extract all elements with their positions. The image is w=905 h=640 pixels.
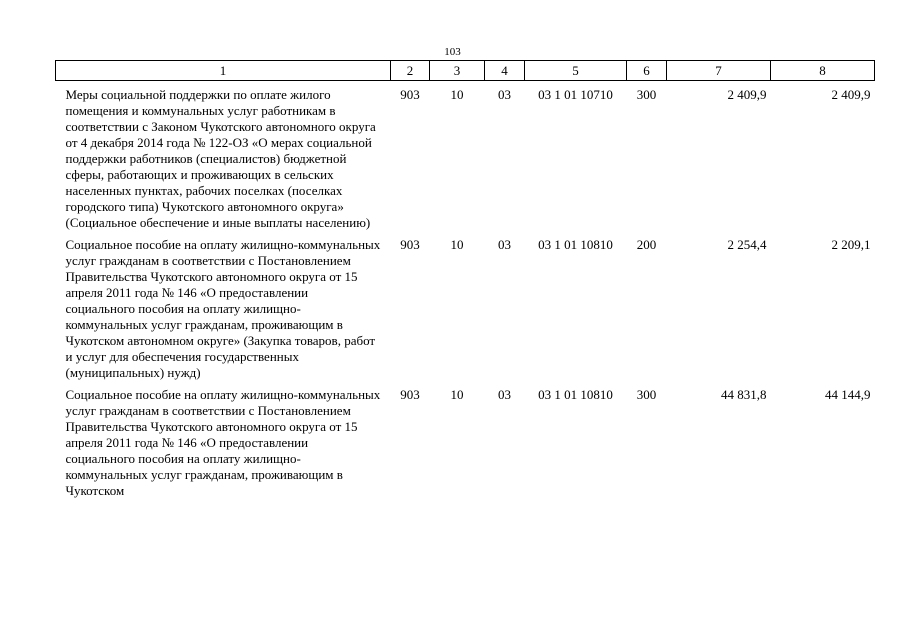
column-header-5: 5 [525, 61, 627, 81]
row-section-code: 10 [450, 87, 464, 102]
row-amount-1: 2 409,9 [727, 87, 767, 102]
table-row [56, 381, 875, 499]
column-header-2: 2 [391, 61, 430, 81]
row-ministry-code: 903 [400, 237, 420, 252]
row-amount-1: 2 254,4 [727, 237, 767, 252]
column-header-8: 8 [771, 61, 875, 81]
budget-table [55, 60, 875, 499]
row-description: Социальное пособие на оплату жилищно-коммунальных услуг гражданам в соответствии с Постановлением Правительства Чукотского автономного округа от 15 апреля 2011 года № 146 «О предоставлении социального пособия на оплату жилищно-коммунальных услуг гражданам, проживающим в Чукотском автономном округе» (Закупка товаров, работ и услуг для обеспечения государственных (муниципальных) нужд) [65, 237, 381, 380]
row-description: Социальное пособие на оплату жилищно-коммунальных услуг гражданам в соответствии с Постановлением Правительства Чукотского автономного округа от 15 апреля 2011 года № 146 «О предоставлении социального пособия на оплату жилищно-коммунальных услуг гражданам, проживающим в Чукотском [65, 387, 381, 498]
row-amount-2: 2 409,9 [831, 87, 871, 102]
row-subsection-code: 03 [498, 87, 511, 102]
row-expense-type-code: 300 [636, 87, 657, 102]
row-ministry-code: 903 [400, 87, 420, 102]
row-expense-type-code: 300 [636, 387, 657, 402]
row-amount-1: 44 831,8 [721, 387, 767, 402]
row-target-code: 03 1 01 10810 [538, 387, 613, 402]
page-number: 103 [444, 46, 461, 58]
row-expense-type-code: 200 [636, 237, 657, 252]
row-amount-2: 2 209,1 [831, 237, 871, 252]
row-target-code: 03 1 01 10810 [538, 237, 613, 252]
column-header-1: 1 [56, 61, 391, 81]
column-header-4: 4 [485, 61, 525, 81]
row-section-code: 10 [450, 387, 464, 402]
row-description: Меры социальной поддержки по оплате жилого помещения и коммунальных услуг работникам в соответствии с Законом Чукотского автономного округа от 4 декабря 2014 года № 122-ОЗ «О мерах социальной поддержки работников (специалистов) бюджетной сферы, работающих и проживающих в сельских населенных пунктах, рабочих поселках (поселках городского типа) Чукотского автономного округа» (Социальное обеспечение и иные выплаты населению) [65, 87, 376, 230]
column-header-7: 7 [667, 61, 771, 81]
row-amount-2: 44 144,9 [825, 387, 871, 402]
table-row [56, 231, 875, 381]
column-header-3: 3 [430, 61, 485, 81]
row-section-code: 10 [450, 237, 464, 252]
row-ministry-code: 903 [400, 387, 420, 402]
column-header-6: 6 [627, 61, 667, 81]
table-header-row [56, 61, 875, 81]
table-row [56, 81, 875, 232]
row-subsection-code: 03 [498, 237, 511, 252]
row-target-code: 03 1 01 10710 [538, 87, 613, 102]
row-subsection-code: 03 [498, 387, 511, 402]
